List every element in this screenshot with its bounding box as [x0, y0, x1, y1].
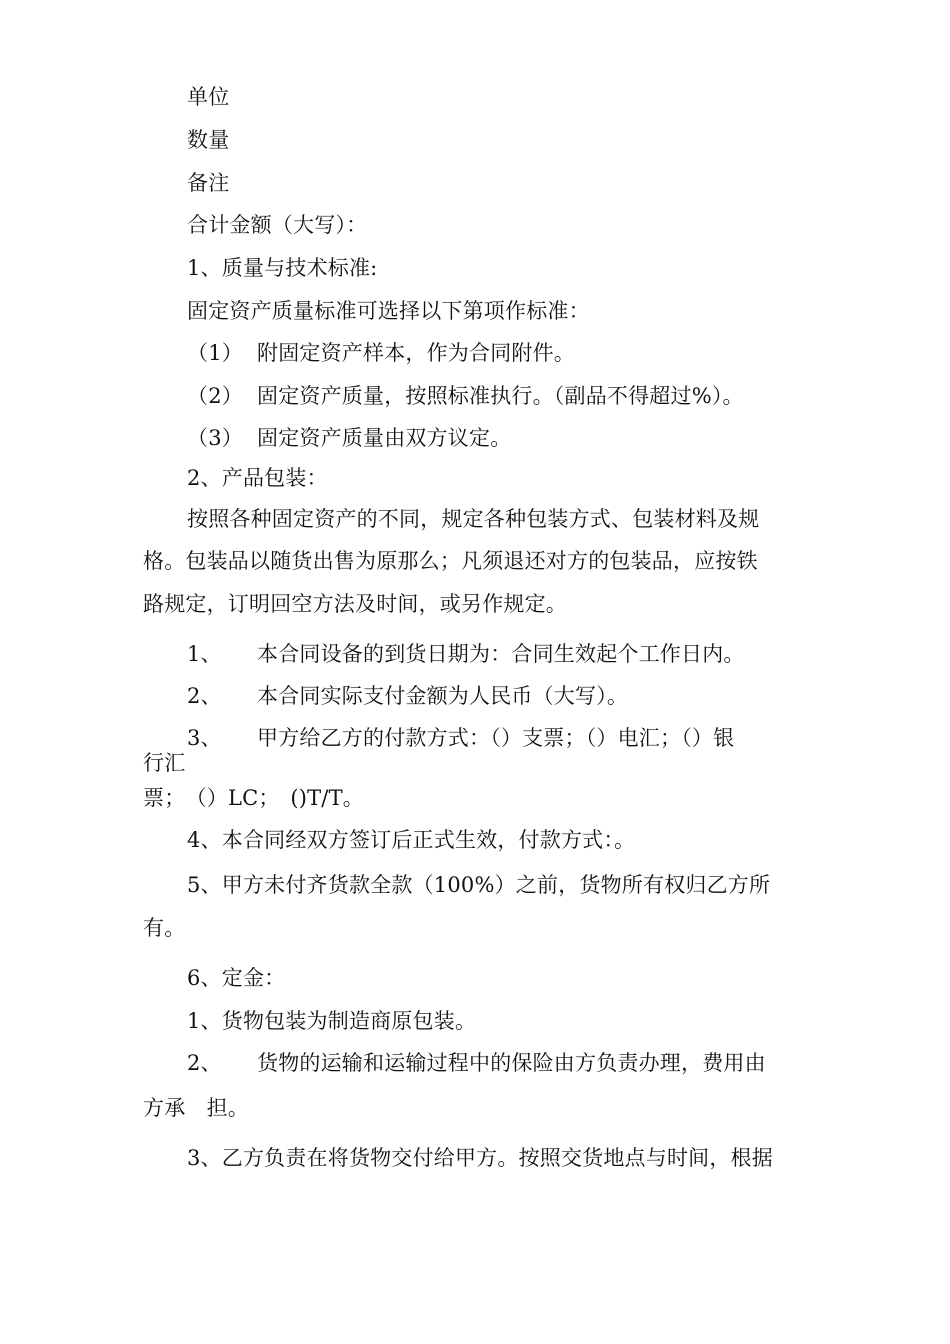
- payment-item-3-cont: 行汇: [143, 751, 186, 775]
- field-quantity: 数量: [187, 128, 230, 152]
- payment-item-5: 5、甲方未付齐货款全款（100%）之前，货物所有权归乙方所: [187, 873, 771, 897]
- item-number: 1、: [187, 642, 222, 666]
- quality-heading: 1、质量与技术标准:: [187, 256, 378, 280]
- packaging-heading: 2、产品包装：: [187, 466, 328, 490]
- option-number: （2）: [187, 384, 243, 408]
- packaging-line: 路规定，订明回空方法及时间，或另作规定。: [143, 592, 567, 616]
- quality-option-1: [187, 340, 575, 366]
- item-text: 本合同实际支付金额为人民币（大写）。: [257, 684, 629, 708]
- payment-item-3-cont: 票； （）LC； ()T/T。: [143, 786, 364, 810]
- item-text: 本合同设备的到货日期为：合同生效起个工作日内。: [257, 642, 745, 666]
- quality-intro: 固定资产质量标准可选择以下第项作标准：: [187, 299, 590, 323]
- item-number: 3、: [187, 726, 222, 750]
- packaging-line: 格。包装品以随货出售为原那么；凡须退还对方的包装品，应按铁: [143, 549, 758, 573]
- payment-item-5-cont: 有。: [143, 916, 186, 940]
- option-text: 固定资产质量，按照标准执行。（副品不得超过%）。: [257, 384, 744, 408]
- packaging-line: 按照各种固定资产的不同，规定各种包装方式、包装材料及规: [187, 507, 760, 531]
- field-remarks: 备注: [187, 171, 230, 195]
- field-total-amount: 合计金额（大写）：: [187, 213, 368, 237]
- option-number: （1）: [187, 341, 243, 365]
- field-unit: 单位: [187, 85, 230, 109]
- item-text: 货物的运输和运输过程中的保险由方负责办理，费用由: [257, 1051, 766, 1075]
- quality-option-3: [187, 425, 511, 451]
- option-number: （3）: [187, 426, 243, 450]
- item-number: 2、: [187, 684, 222, 708]
- payment-item-3: [187, 725, 734, 751]
- delivery-item-1: 1、货物包装为制造商原包装。: [187, 1009, 477, 1033]
- item-number: 2、: [187, 1051, 222, 1075]
- delivery-item-2: [187, 1050, 766, 1076]
- item-text: 甲方给乙方的付款方式：（）支票；（）电汇；（）银: [257, 726, 735, 750]
- delivery-item-2-cont: 方承 担。: [143, 1096, 249, 1120]
- payment-item-1: [187, 641, 745, 667]
- option-text: 固定资产质量由双方议定。: [257, 426, 512, 450]
- option-text: 附固定资产样本，作为合同附件。: [257, 341, 575, 365]
- delivery-item-3: 3、乙方负责在将货物交付给甲方。按照交货地点与时间，根据: [187, 1146, 773, 1170]
- quality-option-2: [187, 383, 744, 409]
- deposit-heading: 6、定金：: [187, 966, 286, 990]
- payment-item-2: [187, 683, 628, 709]
- payment-item-4: 4、本合同经双方签订后正式生效，付款方式：。: [187, 828, 636, 852]
